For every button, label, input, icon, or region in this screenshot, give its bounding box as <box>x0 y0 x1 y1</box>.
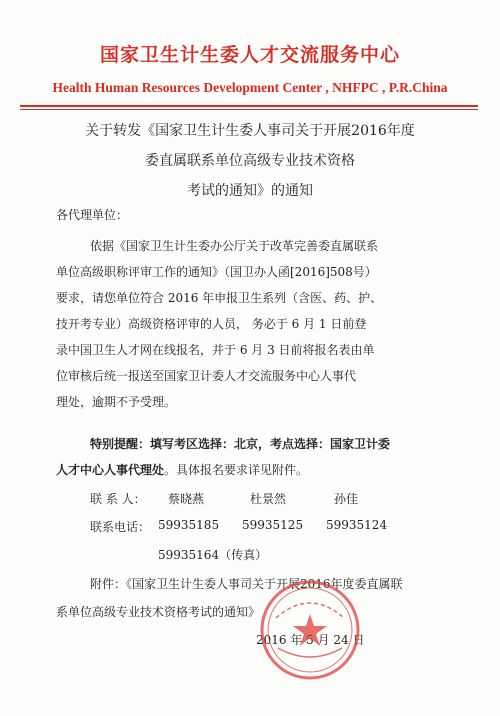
reminder-rest: 。具体报名要求详见附件。 <box>164 463 309 477</box>
letterhead-org-english: Health Human Resources Development Center , NHFPC , P.R.China <box>52 80 448 95</box>
body-line-4: 技开考专业）高级资格评审的人员， 务必于 6 月 1 日前登 <box>56 317 367 331</box>
contact-name-2: 杜景然 <box>250 492 287 506</box>
contact-name-3: 孙佳 <box>334 492 359 506</box>
salutation: 各代理单位： <box>56 208 129 222</box>
contact-label: 联 系 人： <box>90 492 146 506</box>
reminder-line-2 <box>56 461 308 478</box>
body-line-3: 要求，请您单位符合 2016 年申报卫生系列（含医、药、护、 <box>56 291 383 305</box>
phone-label: 联系电话： <box>90 520 151 534</box>
body-line-6: 位审核后统一报送至国家卫计委人才交流服务中心人事代 <box>56 369 357 383</box>
letterhead-rule-thin <box>20 109 478 110</box>
attachment-line-1: 附件：《国家卫生计生委人事司关于开展2016年度委直属联 <box>90 577 403 591</box>
attachment-line-2: 系单位高级专业技术资格考试的通知》 <box>56 605 261 619</box>
phone-3: 59935124 <box>326 518 388 532</box>
title-line-1: 关于转发《国家卫生计生委人事司关于开展2016年度 <box>85 123 415 139</box>
contact-name-1: 蔡晓燕 <box>168 492 205 506</box>
body-line-2: 单位高级职称评审工作的通知》（国卫办人函[2016]508号） <box>56 265 377 279</box>
body-line-1: 依据《国家卫生计生委办公厅关于改革完善委直属联系 <box>90 239 379 253</box>
issue-date: 2016 年 5 月 24 日 <box>256 633 365 647</box>
letterhead-org-chinese: 国家卫生计生委人才交流服务中心 <box>99 44 400 66</box>
title-line-3: 考试的通知》的通知 <box>187 183 313 199</box>
reminder-highlight: 人才中心人事代理处 <box>56 463 165 477</box>
phone-1: 59935185 <box>158 518 220 532</box>
body-line-7: 理处，逾期不予受理。 <box>56 395 177 409</box>
fax-number: 59935164（传真） <box>158 548 268 562</box>
title-line-2: 委直属联系单位高级专业技术资格 <box>145 153 355 169</box>
letterhead-rule <box>20 105 478 107</box>
phone-2: 59935125 <box>242 518 304 532</box>
reminder-line-1: 特别提醒：填写考区选择：北京，考点选择：国家卫计委 <box>90 437 391 451</box>
official-seal-icon <box>258 578 362 682</box>
body-line-5: 录中国卫生人才网在线报名，并于 6 月 3 日前将报名表由单 <box>56 343 375 357</box>
